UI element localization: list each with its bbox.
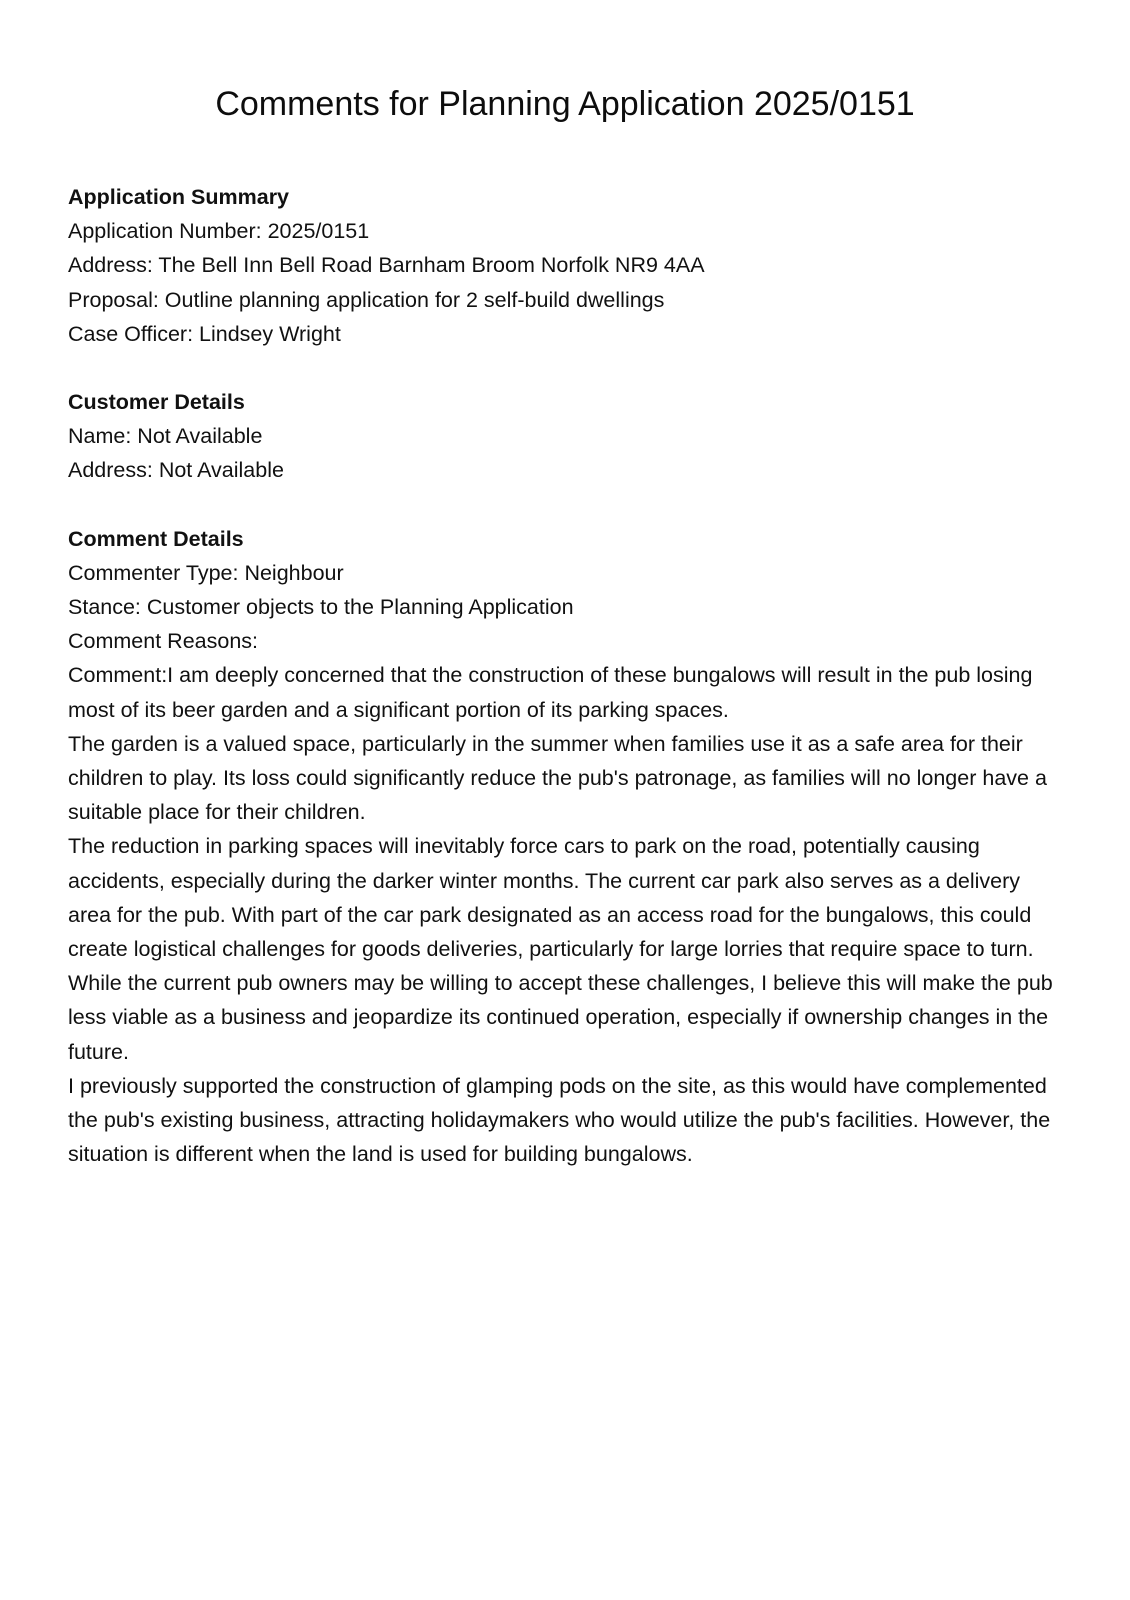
application-summary-heading: Application Summary xyxy=(68,185,290,209)
case-officer: Case Officer: Lindsey Wright xyxy=(68,321,341,346)
commenter-type: Commenter Type: Neighbour xyxy=(68,560,344,585)
comment-details-section xyxy=(68,522,1068,1172)
comment-paragraph: Comment:I am deeply concerned that the construction of these bungalows will result in the pub losing most of its beer garden and a significant portion of its parking spaces. xyxy=(68,663,1033,722)
application-number: Application Number: 2025/0151 xyxy=(68,219,370,244)
customer-details-section xyxy=(68,385,1068,488)
comment-paragraph: The garden is a valued space, particularly in the summer when families use it as a safe area for their children to play. Its loss could significantly reduce the pub's patronage, as families will no longer have a suitable place for their children. xyxy=(68,731,1047,825)
document-body xyxy=(68,180,1068,1171)
comment-details-heading: Comment Details xyxy=(68,526,244,551)
stance: Stance: Customer objects to the Planning Application xyxy=(68,595,574,620)
application-proposal: Proposal: Outline planning application for 2 self-build dwellings xyxy=(68,287,665,312)
comment-paragraph: I previously supported the construction of glamping pods on the site, as this would have complemented the pub's existing business, attracting holidaymakers who would utilize the pub's facilities. However, the situation is different when the land is used for building bungalows. xyxy=(68,1073,1051,1167)
comment-paragraph: While the current pub owners may be willing to accept these challenges, I believe this will make the pub less viable as a business and jeopardize its continued operation, especially if ownership changes in the future. xyxy=(68,971,1053,1064)
comment-paragraph: The reduction in parking spaces will inevitably force cars to park on the road, potentially causing accidents, especially during the darker winter months. The current car park also serves as a delivery area for the pub. With part of the car park designated as an access road for the bungalows, this could create logistical challenges for goods deliveries, particularly for large lorries that require space to turn. xyxy=(68,834,1034,962)
customer-address: Address: Not Available xyxy=(68,458,284,483)
customer-details-heading: Customer Details xyxy=(68,390,245,415)
application-summary-section xyxy=(68,180,1068,351)
comment-reasons: Comment Reasons: xyxy=(68,629,258,654)
customer-name: Name: Not Available xyxy=(68,424,263,449)
page-title: Comments for Planning Application 2025/0151 xyxy=(215,85,915,123)
application-address: Address: The Bell Inn Bell Road Barnham Broom Norfolk NR9 4AA xyxy=(68,253,705,278)
